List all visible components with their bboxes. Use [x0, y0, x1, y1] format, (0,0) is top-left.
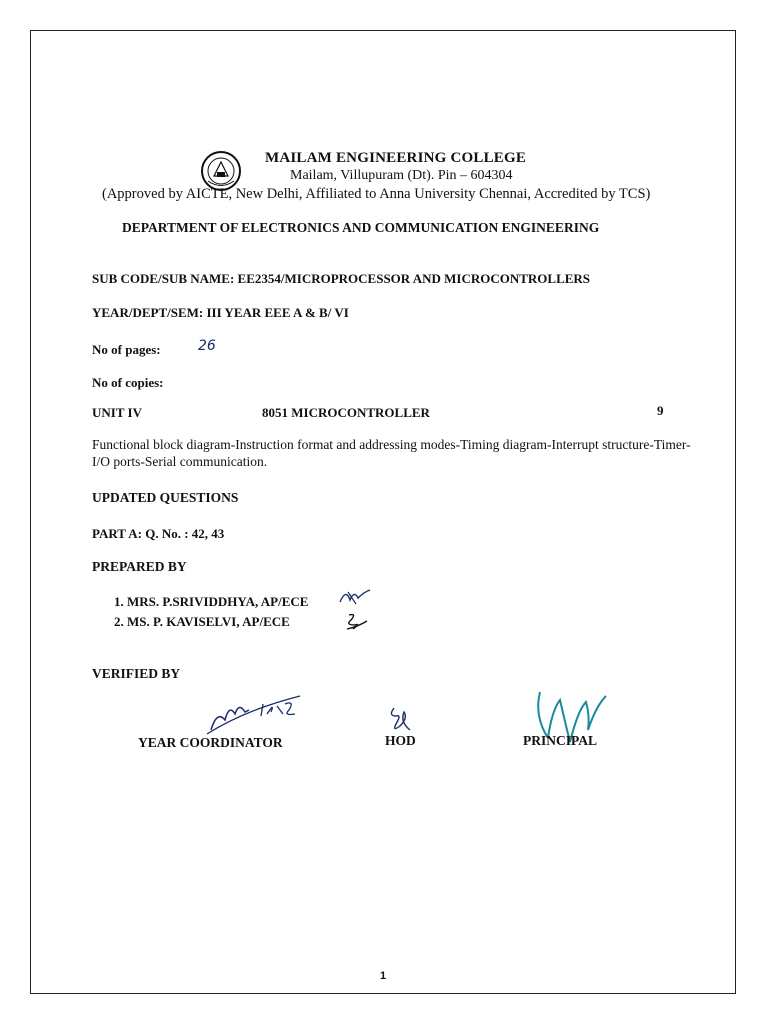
list-item: 2. MS. P. KAVISELVI, AP/ECE — [114, 614, 290, 629]
year-coordinator-label: YEAR COORDINATOR — [138, 735, 283, 750]
college-name: MAILAM ENGINEERING COLLEGE — [265, 150, 527, 166]
verified-by-heading: VERIFIED BY — [92, 666, 181, 681]
part-a-questions: PART A: Q. No. : 42, 43 — [92, 526, 225, 541]
unit-title: 8051 MICROCONTROLLER — [262, 405, 430, 420]
updated-questions-heading: UPDATED QUESTIONS — [92, 490, 239, 505]
unit-label: UNIT IV — [92, 405, 142, 420]
pages-label: No of pages: — [92, 342, 161, 357]
pages-value: 26 — [198, 338, 216, 354]
prepared-by-list — [114, 594, 308, 634]
hod-signature — [386, 702, 416, 736]
unit-syllabus: Functional block diagram-Instruction format and addressing modes-Timing diagram-Interrupt structure-Timer-I/O ports-Serial communication. — [92, 437, 691, 469]
handwritten-initial-signature — [338, 586, 372, 608]
department-title: DEPARTMENT OF ELECTRONICS AND COMMUNICATION ENGINEERING — [122, 220, 600, 235]
year-dept-sem: YEAR/DEPT/SEM: III YEAR EEE A & B/ VI — [92, 305, 349, 320]
hod-label: HOD — [385, 733, 416, 748]
college-approval: (Approved by AICTE, New Delhi, Affiliated to Anna University Chennai, Accredited by TCS) — [102, 186, 651, 202]
prepared-by-heading: PREPARED BY — [92, 559, 187, 574]
subject-code: SUB CODE/SUB NAME: EE2354/MICROPROCESSOR AND MICROCONTROLLERS — [92, 271, 591, 286]
copies-label: No of copies: — [92, 375, 164, 390]
handwritten-initial-signature — [343, 611, 371, 633]
principal-label: PRINCIPAL — [523, 733, 597, 748]
page-number: 1 — [380, 970, 387, 982]
unit-hours: 9 — [657, 403, 664, 418]
college-address: Mailam, Villupuram (Dt). Pin – 604304 — [290, 168, 513, 183]
list-item: 1. MRS. P.SRIVIDDHYA, AP/ECE — [114, 594, 309, 609]
